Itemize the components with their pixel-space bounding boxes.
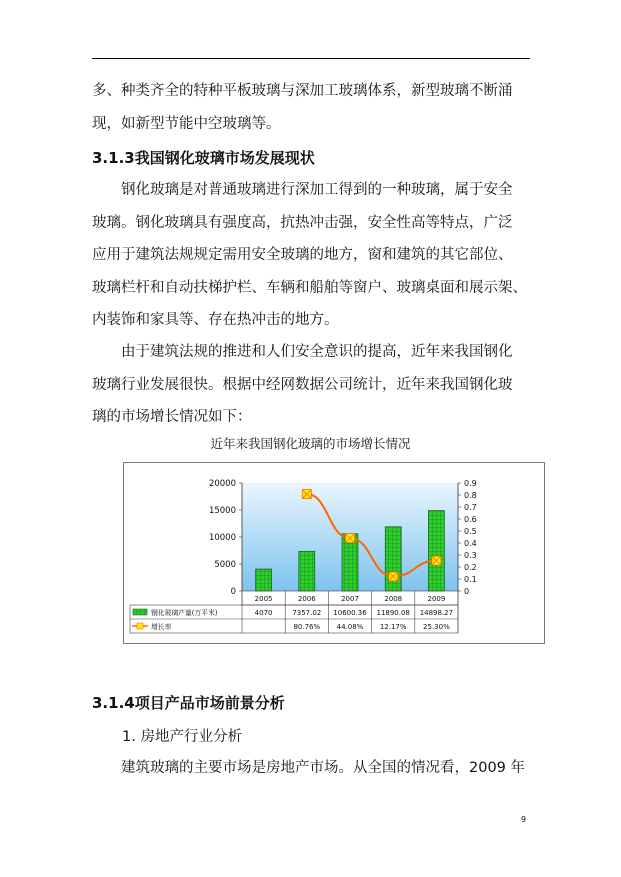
text-line: 应用于建筑法规规定需用安全玻璃的地方，窗和建筑的其它部位、 bbox=[92, 247, 513, 263]
category-label: 2008 bbox=[384, 595, 403, 603]
bar-value-label: 4070 bbox=[254, 609, 273, 617]
y-tick-label-right: 0.6 bbox=[464, 515, 477, 524]
y-tick-label-left: 5000 bbox=[214, 560, 236, 570]
growth-value-label: 44.08% bbox=[336, 623, 364, 631]
text-line: 玻璃栏杆和自动扶梯护栏、车辆和船舶等窗户、玻璃桌面和展示架、 bbox=[92, 279, 527, 296]
legend-marker-swatch bbox=[137, 623, 143, 629]
chart-svg bbox=[124, 463, 544, 643]
category-label: 2005 bbox=[254, 595, 273, 603]
bar-value-label: 14898.27 bbox=[419, 609, 454, 617]
y-tick-label-right: 0.3 bbox=[464, 551, 477, 560]
legend-line-label: 增长率 bbox=[151, 623, 172, 631]
chart-container bbox=[123, 462, 545, 644]
page-number: 9 bbox=[521, 815, 527, 824]
bar-2005 bbox=[256, 569, 272, 591]
y-tick-label-right: 0.7 bbox=[464, 503, 477, 512]
y-tick-label-right: 0 bbox=[464, 587, 470, 596]
list-item-real-estate: 1. 房地产行业分析 bbox=[122, 729, 242, 745]
y-tick-label-left: 10000 bbox=[208, 533, 236, 543]
paragraph-market-growth bbox=[92, 336, 532, 434]
bar-2009 bbox=[428, 511, 444, 591]
text-line: 内装饰和家具等、存在热冲击的地方。 bbox=[92, 312, 339, 328]
category-label: 2009 bbox=[427, 595, 446, 603]
y-tick-label-right: 0.8 bbox=[464, 491, 477, 500]
bar-2006 bbox=[299, 551, 315, 591]
bar-value-label: 11890.08 bbox=[376, 609, 410, 617]
text-line: 建筑玻璃的主要市场是房地产市场。从全国的情况看，2009 年 bbox=[92, 760, 526, 776]
y-tick-label-left: 15000 bbox=[208, 506, 236, 516]
growth-value-label: 80.76% bbox=[293, 623, 321, 631]
paragraph-tempered-glass bbox=[92, 174, 532, 337]
bar-value-label: 7357.02 bbox=[292, 609, 322, 617]
y-tick-label-left: 20000 bbox=[208, 479, 236, 489]
paragraph-intro bbox=[92, 75, 532, 140]
y-tick-label-right: 0.9 bbox=[464, 479, 477, 488]
y-tick-label-right: 0.1 bbox=[464, 575, 477, 584]
bar-2008 bbox=[385, 527, 401, 591]
paragraph-building-glass bbox=[92, 752, 532, 785]
text-line: 现，如新型节能中空玻璃等。 bbox=[92, 115, 281, 132]
text-line: 玻璃行业发展很快。根据中经网数据公司统计，近年来我国钢化玻 bbox=[92, 376, 513, 393]
bar-value-label: 10600.36 bbox=[333, 609, 367, 617]
header-rule bbox=[92, 58, 530, 59]
text-line: 由于建筑法规的推进和人们安全意识的提高，近年来我国钢化 bbox=[92, 344, 513, 360]
section-heading-3-1-4: 3.1.4项目产品市场前景分析 bbox=[92, 694, 285, 712]
text-line: 钢化玻璃是对普通玻璃进行深加工得到的一种玻璃，属于安全 bbox=[92, 182, 513, 198]
text-line: 多、种类齐全的特种平板玻璃与深加工玻璃体系，新型玻璃不断涌 bbox=[92, 83, 513, 99]
chart-title: 近年来我国钢化玻璃的市场增长情况 bbox=[210, 436, 411, 451]
legend-bar-label: 钢化玻璃产量(万平米) bbox=[151, 609, 218, 617]
text-line: 璃的市场增长情况如下： bbox=[92, 409, 252, 425]
legend-bar-swatch bbox=[133, 609, 147, 615]
growth-value-label: 12.17% bbox=[379, 623, 407, 631]
section-heading-3-1-3: 3.1.3我国钢化玻璃市场发展现状 bbox=[92, 149, 315, 167]
category-label: 2006 bbox=[297, 595, 316, 603]
category-label: 2007 bbox=[341, 595, 359, 603]
text-line: 玻璃。钢化玻璃具有强度高，抗热冲击强，安全性高等特点，广泛 bbox=[92, 214, 513, 231]
y-tick-label-right: 0.5 bbox=[464, 527, 477, 536]
growth-value-label: 25.30% bbox=[423, 623, 450, 631]
y-tick-label-left: 0 bbox=[230, 587, 236, 597]
y-tick-label-right: 0.4 bbox=[464, 539, 477, 548]
y-tick-label-right: 0.2 bbox=[464, 563, 477, 572]
